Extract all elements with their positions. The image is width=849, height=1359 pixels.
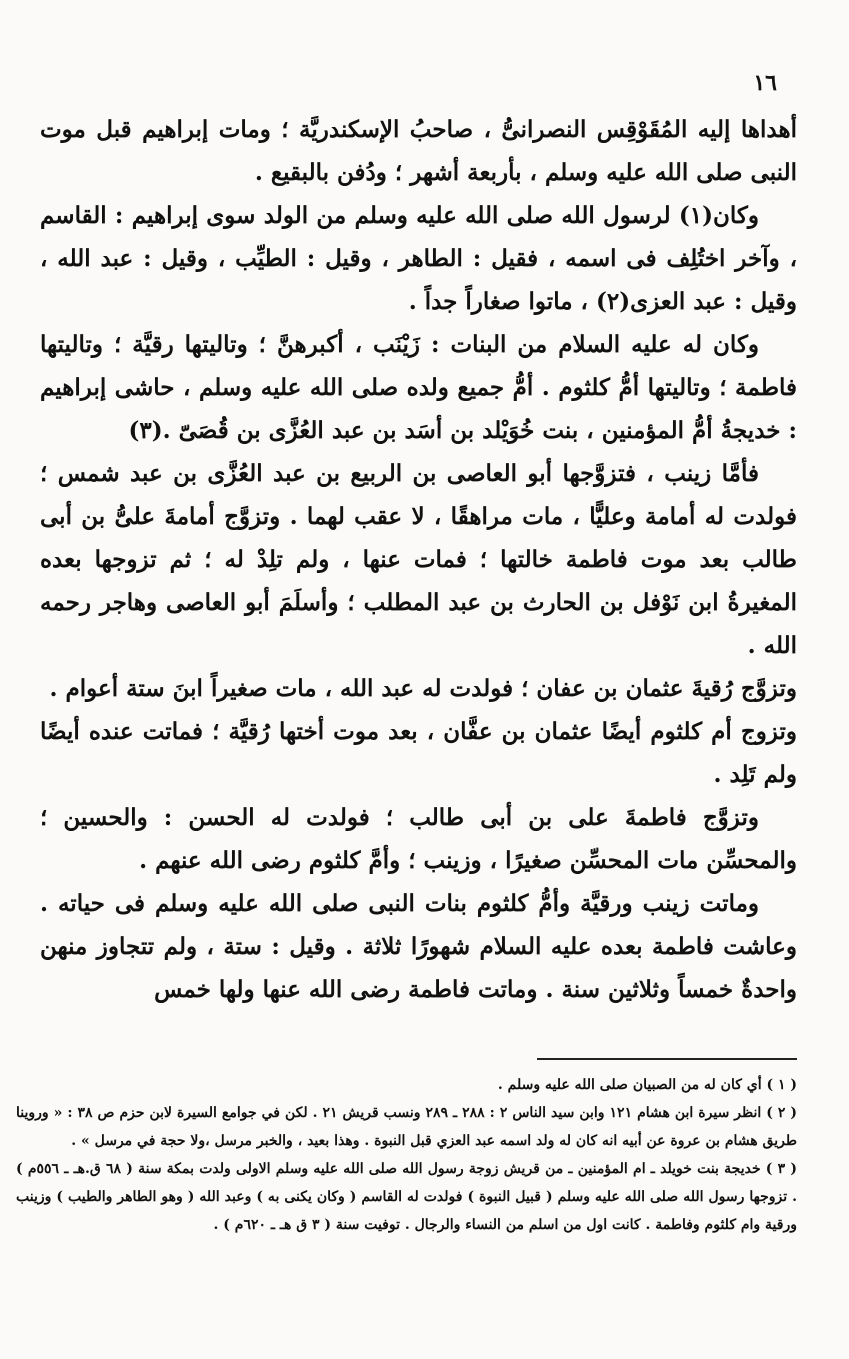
footnote-divider	[537, 1058, 797, 1060]
footnote: ( ١ ) أي كان له من الصبيان صلى الله عليه وسلم .	[497, 1077, 797, 1093]
paragraph: وكان(١) لرسول الله صلى الله عليه وسلم من الولد سوى إبراهيم : القاسم ، وآخر اختُلِف فى اسمه ، فقيل : الطاهر ، وقيل : الطيِّب ، وقيل : عبد الله ، وقيل : عبد العزى(٢) ، ماتوا صغاراً جداً .	[40, 202, 798, 315]
page-number: ١٦	[753, 70, 777, 96]
main-text	[40, 108, 797, 1011]
footnotes	[16, 1071, 797, 1239]
paragraph: وكان له عليه السلام من البنات : زَيْنَب ، أكبرهنَّ ؛ وتاليتها رقيَّة ؛ وتاليتها فاطمة ؛ وتاليتها أمُّ كلثوم . أمُّ جميع ولده صلى الله عليه وسلم ، حاشى إبراهيم : خديجةُ أمُّ المؤمنين ، بنت خُوَيْلد بن أسَد بن عبد العُزَّى بن قُصَىّ .(٣)	[40, 331, 797, 444]
paragraph: وتزوج أم كلثوم أيضًا عثمان بن عفَّان ، بعد موت أختها رُقيَّة ؛ فماتت عنده أيضًا ولم تَلِد .	[40, 718, 797, 788]
paragraph: أهداها إليه المُقَوْقِس النصرانىُّ ، صاحبُ الإسكندريَّة ؛ ومات إبراهيم قبل موت النبى صلى الله عليه وسلم ، بأربعة أشهر ؛ ودُفن بالبقيع .	[40, 116, 797, 186]
paragraph: فأمَّا زينب ، فتزوَّجها أبو العاصى بن الربيع بن عبد العُزَّى بن عبد شمس ؛ فولدت له أمامة وعليًّا ، مات مراهقًا ، لا عقب لهما . وتزوَّج أمامةَ علىُّ بن أبى طالب بعد موت فاطمة خالتها ؛ فمات عنها ، ولم تلِدْ له ؛ ثم تزوجها بعده المغيرةُ ابن نَوْفل بن الحارث بن عبد المطلب ؛ وأسلَمَ أبو العاصى وهاجر رحمه الله .	[40, 460, 797, 659]
footnote: ( ٢ ) انظر سيرة ابن هشام ١٢١ وابن سيد الناس ٢ : ٢٨٨ ـ ٢٨٩ ونسب قريش ٢١ . لكن في جوامع السيرة لابن حزم ص ٣٨ : « وروينا طريق هشام بن عروة عن أبيه انه كان له ولد اسمه عبد العزي قبل النبوة . وهذا بعيد ، والخبر مرسل ،ولا حجة في مرسل » .	[16, 1105, 797, 1149]
paragraph: وتزوَّج فاطمةَ على بن أبى طالب ؛ فولدت له الحسن : والحسين ؛ والمحسِّن مات المحسِّن صغيرًا ، وزينب ؛ وأمَّ كلثوم رضى الله عنهم .	[40, 804, 797, 874]
paragraph: وماتت زينب ورقيَّة وأمُّ كلثوم بنات النبى صلى الله عليه وسلم فى حياته . وعاشت فاطمة بعده عليه السلام شهورًا ثلاثة . وقيل : ستة ، ولم تتجاوز منهن واحدةٌ خمساً وثلاثين سنة . وماتت فاطمة رضى الله عنها ولها خمس	[40, 890, 797, 1003]
paragraph: وتزوَّج رُقيةَ عثمان بن عفان ؛ فولدت له عبد الله ، مات صغيراً ابنَ ستة أعوام .	[49, 675, 797, 702]
footnote: ( ٣ ) خديجة بنت خويلد ـ ام المؤمنين ـ من قريش زوجة رسول الله صلى الله عليه وسلم الاولى ولدت بمكة سنة ( ٦٨ ق.هـ ـ ٥٥٦م ) . تزوجها رسول الله صلى الله عليه وسلم ( قبيل النبوة ) فولدت له القاسم ( وكان يكنى به ) وعبد الله ( وهو الطاهر والطيب ) وزينب ورقية وام كلثوم وفاطمة . كانت اول من اسلم من النساء والرجال . توفيت سنة ( ٣ ق هـ ـ ٦٢٠م ) .	[16, 1161, 798, 1233]
